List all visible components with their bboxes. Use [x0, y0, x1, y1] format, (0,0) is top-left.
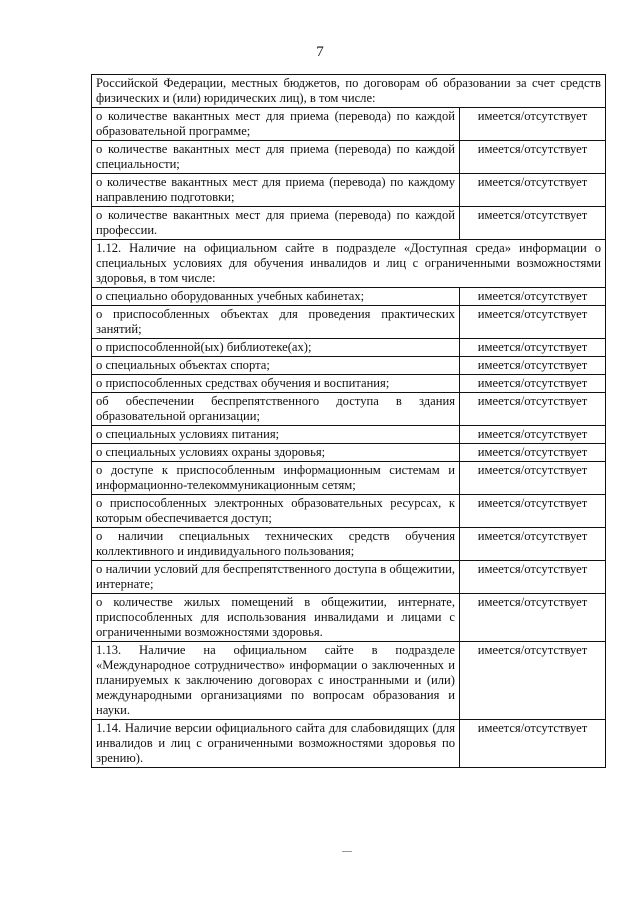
table-row [92, 426, 606, 444]
scan-mark [342, 851, 352, 852]
requirement-text: о приспособленных объектах для проведения практических занятий; [92, 306, 460, 339]
status-cell: имеется/отсутствует [460, 141, 606, 174]
table-row [92, 75, 606, 108]
table-row [92, 528, 606, 561]
status-cell: имеется/отсутствует [460, 288, 606, 306]
status-cell: имеется/отсутствует [460, 375, 606, 393]
requirement-text: о количестве вакантных мест для приема (перевода) по каждой специальности; [92, 141, 460, 174]
table-row [92, 240, 606, 288]
table-row [92, 357, 606, 375]
requirement-text: о приспособленных электронных образовательных ресурсах, к которым обеспечивается доступ; [92, 495, 460, 528]
status-cell: имеется/отсутствует [460, 306, 606, 339]
table-row [92, 720, 606, 768]
section-1-13-text: 1.13. Наличие на официальном сайте в подразделе «Международное сотрудничество» информации о заключенных и планируемых к заключению договорах с иностранными и (или) международными организациями по вопросам образования и науки. [92, 642, 460, 720]
status-cell: имеется/отсутствует [460, 444, 606, 462]
table-row [92, 561, 606, 594]
requirement-text: о количестве вакантных мест для приема (перевода) по каждому направлению подготовки; [92, 174, 460, 207]
table-row [92, 642, 606, 720]
requirement-text: о количестве вакантных мест для приема (перевода) по каждой профессии. [92, 207, 460, 240]
requirement-text: о специально оборудованных учебных кабинетах; [92, 288, 460, 306]
status-cell: имеется/отсутствует [460, 561, 606, 594]
table-row [92, 207, 606, 240]
table-row [92, 288, 606, 306]
table-row [92, 375, 606, 393]
status-cell: имеется/отсутствует [460, 339, 606, 357]
requirement-text: о количестве вакантных мест для приема (перевода) по каждой образовательной программе; [92, 108, 460, 141]
status-cell: имеется/отсутствует [460, 174, 606, 207]
requirement-text: о приспособленной(ых) библиотеке(ах); [92, 339, 460, 357]
table-row [92, 594, 606, 642]
requirements-table [91, 74, 606, 768]
status-cell: имеется/отсутствует [460, 720, 606, 768]
section-1-12-heading: 1.12. Наличие на официальном сайте в подразделе «Доступная среда» информации о специальных условиях для обучения инвалидов и лиц с ограниченными возможностями здоровья, в том числе: [92, 240, 606, 288]
table-row [92, 462, 606, 495]
table-row [92, 393, 606, 426]
requirement-text: о приспособленных средствах обучения и воспитания; [92, 375, 460, 393]
status-cell: имеется/отсутствует [460, 528, 606, 561]
status-cell: имеется/отсутствует [460, 462, 606, 495]
table-row [92, 444, 606, 462]
table-row [92, 174, 606, 207]
requirement-text: о количестве жилых помещений в общежитии, интернате, приспособленных для использования инвалидами и лицами с ограниченными возможностями здоровья. [92, 594, 460, 642]
status-cell: имеется/отсутствует [460, 357, 606, 375]
table-row [92, 495, 606, 528]
status-cell: имеется/отсутствует [460, 108, 606, 141]
table-row [92, 141, 606, 174]
requirement-text: о специальных объектах спорта; [92, 357, 460, 375]
table-row [92, 108, 606, 141]
status-cell: имеется/отсутствует [460, 207, 606, 240]
requirement-text: об обеспечении беспрепятственного доступа в здания образовательной организации; [92, 393, 460, 426]
page-number: 7 [316, 44, 324, 60]
status-cell: имеется/отсутствует [460, 426, 606, 444]
table-row [92, 339, 606, 357]
requirement-text: о доступе к приспособленным информационным системам и информационно-телекоммуникационным сетям; [92, 462, 460, 495]
section-1-14-text: 1.14. Наличие версии официального сайта для слабовидящих (для инвалидов и лиц с ограниченными возможностями здоровья по зрению). [92, 720, 460, 768]
status-cell: имеется/отсутствует [460, 393, 606, 426]
requirement-text: о специальных условиях охраны здоровья; [92, 444, 460, 462]
intro-text: Российской Федерации, местных бюджетов, по договорам об образовании за счет средств физических и (или) юридических лиц), в том числе: [92, 75, 606, 108]
requirement-text: о специальных условиях питания; [92, 426, 460, 444]
status-cell: имеется/отсутствует [460, 495, 606, 528]
requirement-text: о наличии условий для беспрепятственного доступа в общежитии, интернате; [92, 561, 460, 594]
status-cell: имеется/отсутствует [460, 594, 606, 642]
table-row [92, 306, 606, 339]
status-cell: имеется/отсутствует [460, 642, 606, 720]
requirement-text: о наличии специальных технических средств обучения коллективного и индивидуального пользования; [92, 528, 460, 561]
